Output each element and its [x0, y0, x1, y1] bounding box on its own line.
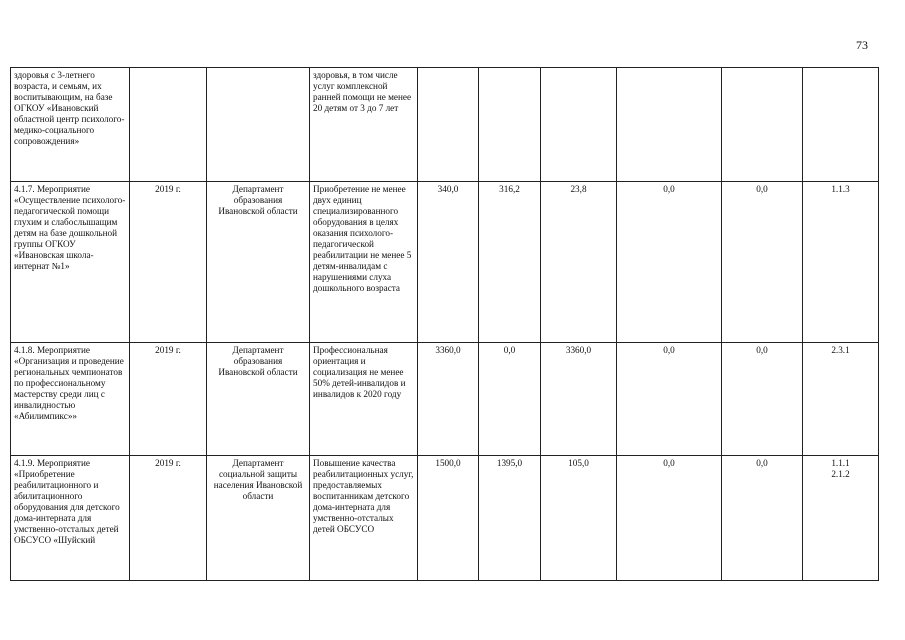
funding-source-1 — [479, 68, 541, 182]
measures-table — [10, 67, 879, 581]
funding-source-4: 0,0 — [722, 343, 803, 456]
funding-source-2: 23,8 — [541, 182, 617, 343]
measure-year — [130, 68, 207, 182]
page-number: 73 — [856, 38, 868, 52]
measure-name: 4.1.9. Мероприятие «Приобретение реабилитационного и абилитационного оборудования для детского дома-интерната для умственно-отсталых детей ОБСУСО «Шуйский — [11, 456, 130, 581]
funding-total: 3360,0 — [418, 343, 479, 456]
measure-name: 4.1.8. Мероприятие «Организация и проведение региональных чемпионатов по профессиональному мастерству среди лиц с инвалидностью «Абилимпикс»» — [11, 343, 130, 456]
funding-source-4 — [722, 68, 803, 182]
measure-name: 4.1.7. Мероприятие «Осуществление психолого-педагогической помощи глухим и слабослышащим детям на базе дошкольной группы ОГКОУ «Ивановская школа-интернат №1» — [11, 182, 130, 343]
funding-source-3: 0,0 — [617, 456, 722, 581]
indicator-code: 2.3.1 — [831, 345, 850, 355]
indicator-codes — [803, 456, 879, 581]
table-row — [11, 68, 879, 182]
funding-total — [418, 68, 479, 182]
funding-source-3 — [617, 68, 722, 182]
indicator-codes — [803, 343, 879, 456]
funding-source-1: 0,0 — [479, 343, 541, 456]
measure-year: 2019 г. — [130, 182, 207, 343]
measure-result: Повышение качества реабилитационных услуг, предоставляемых воспитанникам детского дома-интерната для умственно-отсталых детей ОБСУСО — [310, 456, 418, 581]
funding-source-2: 3360,0 — [541, 343, 617, 456]
funding-source-3: 0,0 — [617, 343, 722, 456]
funding-source-1: 1395,0 — [479, 456, 541, 581]
funding-source-2 — [541, 68, 617, 182]
measure-department — [207, 68, 310, 182]
measure-department: Департамент социальной защиты населения Ивановской области — [207, 456, 310, 581]
indicator-code: 2.1.2 — [831, 469, 850, 479]
measure-result: Профессиональная ориентация и социализация не менее 50% детей-инвалидов и инвалидов к 2020 году — [310, 343, 418, 456]
measure-department: Департамент образования Ивановской области — [207, 343, 310, 456]
indicator-code: 1.1.1 — [831, 458, 850, 468]
measure-department: Департамент образования Ивановской области — [207, 182, 310, 343]
table-row — [11, 182, 879, 343]
measure-name: здоровья с 3-летнего возраста, и семьям, их воспитывающим, на базе ОГКОУ «Ивановский областной центр психолого-медико-социального сопровождения» — [11, 68, 130, 182]
table-row — [11, 456, 879, 581]
funding-total: 1500,0 — [418, 456, 479, 581]
measure-year: 2019 г. — [130, 343, 207, 456]
funding-source-3: 0,0 — [617, 182, 722, 343]
funding-source-1: 316,2 — [479, 182, 541, 343]
indicator-codes — [803, 68, 879, 182]
funding-source-4: 0,0 — [722, 456, 803, 581]
indicator-codes — [803, 182, 879, 343]
funding-total: 340,0 — [418, 182, 479, 343]
indicator-code: 1.1.3 — [831, 184, 850, 194]
measure-result: Приобретение не менее двух единиц специализированного оборудования в целях оказания психолого-педагогической реабилитации не менее 5 детям-инвалидам с нарушениями слуха дошкольного возраста — [310, 182, 418, 343]
funding-source-2: 105,0 — [541, 456, 617, 581]
funding-source-4: 0,0 — [722, 182, 803, 343]
measure-year: 2019 г. — [130, 456, 207, 581]
table-row — [11, 343, 879, 456]
measure-result: здоровья, в том числе услуг комплексной ранней помощи не менее 20 детям от 3 до 7 лет — [310, 68, 418, 182]
